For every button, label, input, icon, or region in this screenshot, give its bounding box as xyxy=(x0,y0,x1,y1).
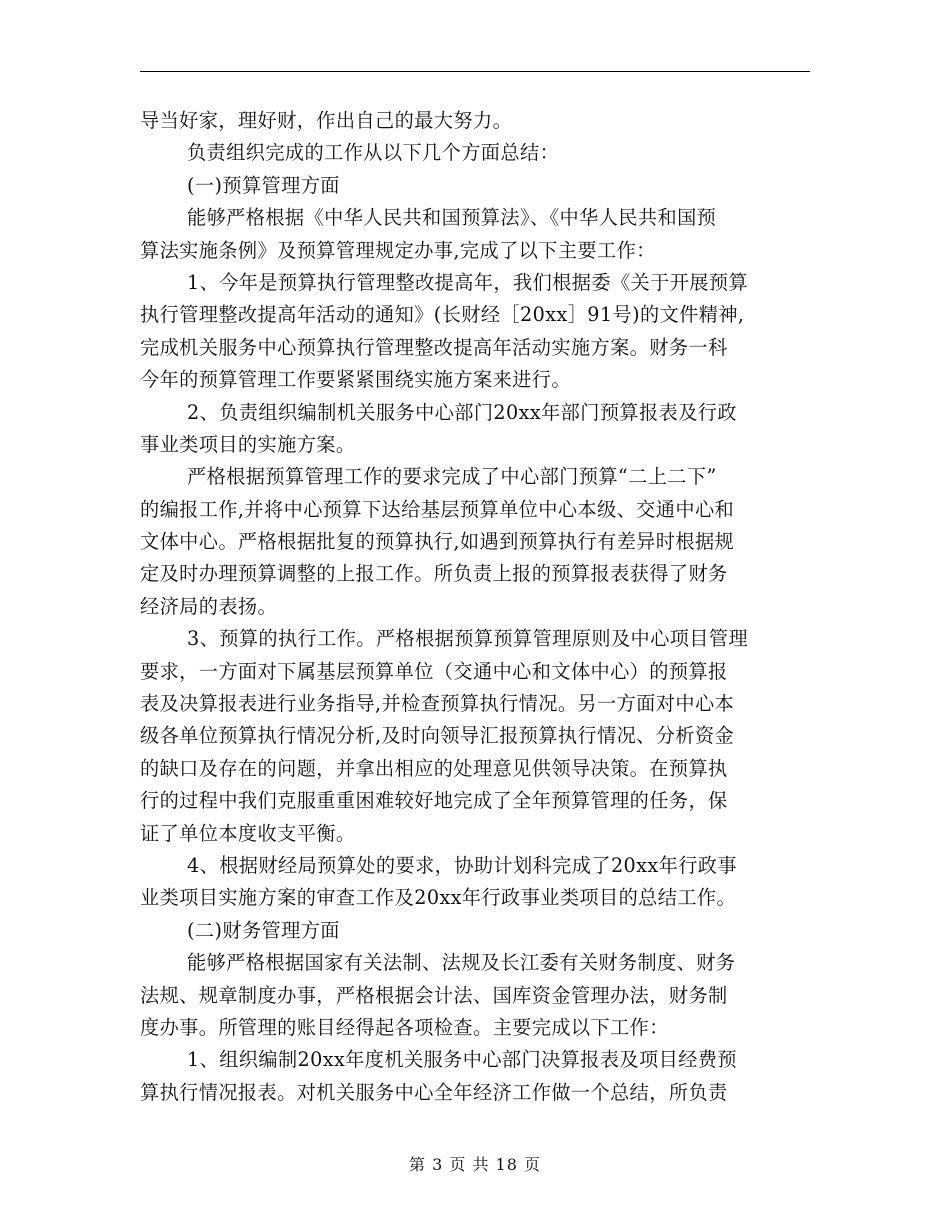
text-line: 4、根据财经局预算处的要求，协助计划科完成了20xx年行政事 xyxy=(187,853,737,877)
text-line: 算法实施条例》及预算管理规定办事,完成了以下主要工作： xyxy=(140,238,656,262)
text-line: 经济局的表扬。 xyxy=(140,594,278,618)
document-body xyxy=(140,105,810,1109)
text-line: 证了单位本度收支平衡。 xyxy=(140,821,356,845)
text-line: 严格根据预算管理工作的要求完成了中心部门预算“二上二下” xyxy=(187,465,717,489)
header-rule xyxy=(140,71,810,72)
text-line: 的编报工作,并将中心预算下达给基层预算单位中心本级、交通中心和 xyxy=(140,497,735,521)
text-line: 负责组织完成的工作从以下几个方面总结： xyxy=(187,141,560,165)
text-line: 3、预算的执行工作。严格根据预算预算管理原则及中心项目管理 xyxy=(187,627,749,651)
text-line: 1、今年是预算执行管理整改提高年，我们根据委《关于开展预算 xyxy=(187,270,749,294)
text-line: 能够严格根据国家有关法制、法规及长江委有关财务制度、财务 xyxy=(187,951,736,975)
text-line: 法规、规章制度办事，严格根据会计法、国库资金管理办法，财务制 xyxy=(140,983,728,1007)
text-line: 1、组织编制20xx年度机关服务中心部门决算报表及项目经费预 xyxy=(187,1048,737,1072)
text-line: 今年的预算管理工作要紧紧围绕实施方案来进行。 xyxy=(140,368,571,392)
text-line: 业类项目实施方案的审查工作及20xx年行政事业类项目的总结工作。 xyxy=(140,886,737,910)
text-line: 表及决算报表进行业务指导,并检查预算执行情况。另一方面对中心本 xyxy=(140,692,735,716)
text-line: 文体中心。严格根据批复的预算执行,如遇到预算执行有差异时根据规 xyxy=(140,530,735,554)
text-line: (二)财务管理方面 xyxy=(187,918,340,942)
text-line: 事业类项目的实施方案。 xyxy=(140,432,356,456)
text-line: 定及时办理预算调整的上报工作。所负责上报的预算报表获得了财务 xyxy=(140,562,728,586)
text-line: 2、负责组织编制机关服务中心部门20xx年部门预算报表及行政 xyxy=(187,400,737,424)
text-line: (一)预算管理方面 xyxy=(187,173,340,197)
page-footer: 第 3 页 共 18 页 xyxy=(409,1155,541,1174)
text-line: 的缺口及存在的问题，并拿出相应的处理意见供领导决策。在预算执 xyxy=(140,756,728,780)
text-line: 导当好家，理好财，作出自己的最大努力。 xyxy=(140,109,513,132)
text-line: 级各单位预算执行情况分析,及时向领导汇报预算执行情况、分析资金 xyxy=(140,724,735,748)
text-line: 度办事。所管理的账目经得起各项检查。主要完成以下工作： xyxy=(140,1015,669,1039)
text-line: 行的过程中我们克服重重困难较好地完成了全年预算管理的任务，保 xyxy=(140,789,728,813)
text-line: 完成机关服务中心预算执行管理整改提高年活动实施方案。财务一科 xyxy=(140,335,728,359)
text-line: 算执行情况报表。对机关服务中心全年经济工作做一个总结，所负责 xyxy=(140,1080,728,1104)
text-line: 要求，一方面对下属基层预算单位（交通中心和文体中心）的预算报 xyxy=(140,659,728,683)
text-line: 执行管理整改提高年活动的通知》(长财经［20xx］91号)的文件精神, xyxy=(140,303,745,327)
text-line: 能够严格根据《中华人民共和国预算法》、《中华人民共和国预 xyxy=(187,206,717,230)
